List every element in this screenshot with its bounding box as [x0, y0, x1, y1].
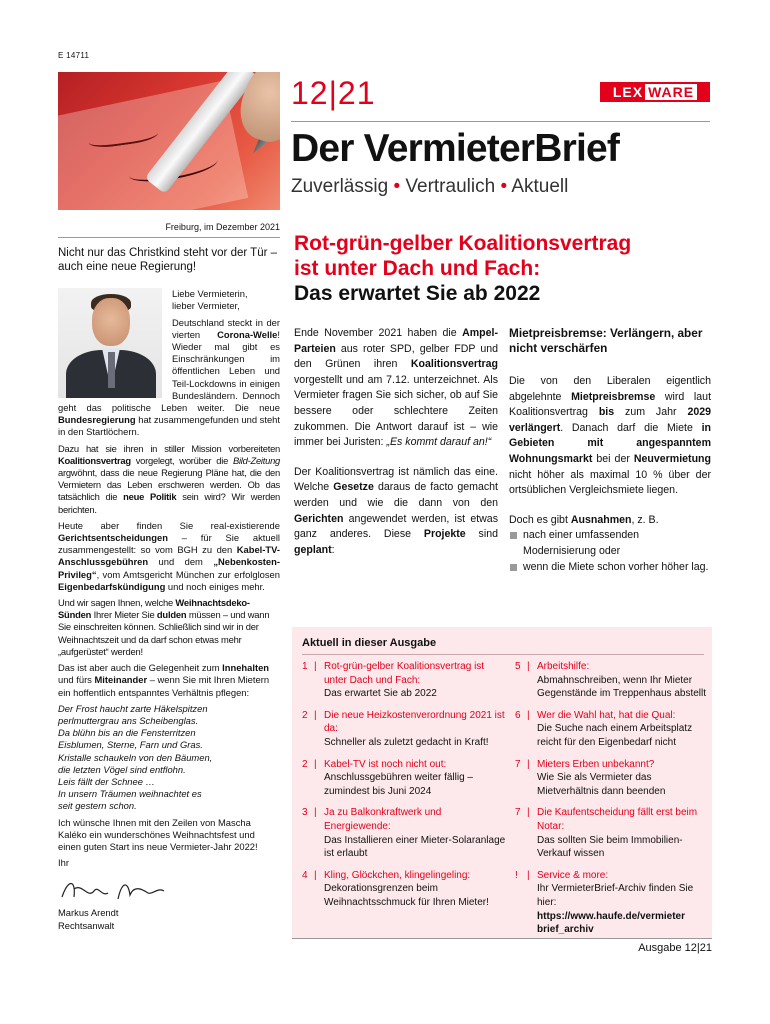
letter-paragraph: Ich wünsche Ihnen mit den Zeilen von Mascha Kaléko ein wunderschönes Weihnachtsfest und einen guten Start ins neue Vermieter-Jahr 2022!: [58, 816, 258, 852]
article-paragraph: Ende November 2021 haben die Ampel-Parteien aus roter SPD, gelber FDP und den Grünen ihren Koalitionsvertrag vorgestellt und am 7.12. unterzeichnet. Als Vermieter fragen Sie sich sicher, ob auf Sie bessere oder schlechtere Zeiten zukommen. Die Antwort darauf ist – wie immer bei Juristen: „Es kommt darauf an!“: [294, 327, 498, 449]
document-code: E 14711: [58, 51, 90, 60]
toc-heading: Aktuell in dieser Ausgabe: [302, 637, 437, 649]
newsletter-subtitle: [291, 176, 568, 198]
letter-paragraph: Das ist aber auch die Gelegenheit zum Innehalten und fürs Miteinander – wenn Sie mit Ihren Mietern ein hoffentlich entspanntes Verhältnis pflegen:: [58, 662, 270, 698]
toc-column-right: [515, 660, 715, 945]
list-item: wenn die Miete schon vorher höher lag.: [509, 560, 711, 576]
author-portrait: [58, 288, 162, 398]
article-paragraph: Der Koalitionsvertrag ist nämlich das eine. Welche Gesetze daraus de facto gemacht werden und wie die dann von den Gerichten angewendet werden, ist etwas ganz anderes. Diese Projekte sind geplant:: [294, 465, 498, 556]
headline-line: Rot-grün-gelber Koalitionsvertrag: [294, 232, 632, 255]
list-item: nach einer umfassenden Modernisierung oder: [509, 528, 711, 559]
toc-item[interactable]: 5 | Arbeitshilfe: Abmahnschreiben, wenn Ihr Mieter Gegenstände im Treppenhaus abstellt: [515, 661, 706, 700]
letter-paragraph: Dazu hat sie ihren in stiller Mission vorbereiteten Koalitionsvertrag vorgelegt, worüber die Bild-Zeitung argwöhnt, dass die neue Regierung Pläne hat, die den Vermietern das Leben erschweren werden. Ob das tatsächlich die neue Politik sein wird? Wir werden berichten.: [58, 442, 280, 515]
letter-paragraph: Deutschland steckt in der vierten Corona-Welle! Wieder mal gibt es Einschränkungen im öffentlichen Leben und Teil-Lockdowns in einigen Bundesländern. Dennoch geht das politische Leben weiter. Die neue Bundesregierung hat zusammengefunden und steht in den Startlöchern.: [58, 316, 280, 438]
toc-item[interactable]: 1 | Rot-grün-gelber Koalitionsvertrag ist unter Dach und Fach: Das erwartet Sie ab 2022: [302, 661, 485, 700]
toc-item[interactable]: 2 | Die neue Heizkostenverordnung 2021 ist da: Schneller als zuletzt gedacht in Kraft!: [302, 709, 505, 748]
footer-issue: Ausgabe 12|21: [638, 942, 712, 954]
logo-right-text: WARE: [645, 84, 697, 100]
letter-paragraph: Und wir sagen Ihnen, welche Weihnachtsdeko-Sünden Ihrer Mieter Sie dulden müssen – und wann Sie einschreiten können. Schließlich sind wir in der Weihnachtszeit und da darf schon etwas mehr „aufgerüstet“ werden!: [58, 597, 270, 657]
editor-letter: [58, 221, 280, 932]
toc-item[interactable]: 7 | Mieters Erben unbekannt? Wie Sie als Vermieter das Mietverhältnis dann beenden: [515, 758, 666, 797]
toc-column-left: [302, 660, 507, 945]
poem: Der Frost haucht zarte Häkelspitzen perlmuttergrau ans Scheibenglas. Da blühn bis an die Fensterritzen Eisblumen, Sterne, Farn und Gras. Kristalle schaukeln von den Bäumen, die letzten Vögel sind entflohn. Leis fällt der Schnee … In unsern Träumen weihnachtet es seit gestern schon.: [58, 702, 213, 812]
place-date: Freiburg, im Dezember 2021: [58, 221, 280, 238]
article-paragraph: Die von den Liberalen eigentlich abgelehnte Mietpreisbremse wird laut Koalitionsvertrag bis zum Jahr 2029 verlängert. Danach darf die Miete in Gebieten mit angespanntem Wohnungsmarkt bei der Neuvermietung nicht höher als maximal 10 % über der ortsüblichen Vergleichsmiete liegen.: [509, 375, 712, 497]
subtitle-separator: •: [393, 176, 401, 197]
header-divider: [291, 121, 710, 122]
issue-number: 12|21: [291, 75, 376, 111]
footer-divider: [292, 938, 712, 939]
toc-box: [292, 627, 712, 938]
salutation-1: Liebe Vermieterin,: [172, 288, 248, 300]
exceptions-list: [509, 528, 711, 575]
section-heading: Mietpreisbremse: Verlängern, aber nicht verschärfen: [509, 326, 703, 355]
author-title: Rechtsanwalt: [58, 919, 115, 931]
subtitle-word: Vertraulich: [405, 176, 496, 197]
article-headline: [294, 231, 714, 306]
lexware-logo: [600, 82, 710, 102]
toc-item[interactable]: 2 | Kabel-TV ist noch nicht out: Anschlussgebühren weiter fällig – zumindest bis Juni 2024: [302, 758, 473, 797]
letter-intro: Nicht nur das Christkind steht vor der Tür – auch eine neue Regierung!: [58, 247, 278, 274]
subtitle-word: Aktuell: [511, 176, 569, 197]
subtitle-word: Zuverlässig: [291, 176, 389, 197]
headline-line: ist unter Dach und Fach:: [294, 257, 541, 280]
closing: Ihr: [58, 857, 69, 869]
newsletter-title: Der VermieterBrief: [291, 127, 620, 170]
archive-link[interactable]: https://www.haufe.de/vermieterbrief_archiv: [537, 910, 685, 936]
author-name: Markus Arendt: [58, 907, 119, 919]
salutation-2: lieber Vermieter,: [172, 300, 240, 312]
handwritten-signature: [58, 875, 280, 905]
subtitle-separator: •: [500, 176, 508, 197]
article-column-2: [509, 326, 711, 575]
toc-item[interactable]: 3 | Ja zu Balkonkraftwerk und Energiewende: Das Installieren einer Mieter-Solaranlage ist erlaubt: [302, 807, 506, 860]
article-paragraph: Doch es gibt Ausnahmen, z. B.: [509, 513, 659, 526]
logo-left-text: LEX: [612, 84, 644, 100]
letter-paragraph: Heute aber finden Sie real-existierende Gerichtsentscheidungen – für Sie aktuell zusammengestellt: so vom BGH zu den Kabel-TV-Anschlussgebühren und dem „Nebenkosten-Privileg“, vom Amtsgericht München zur erfolglosen Eigenbedarfskündigung und noch einiges mehr.: [58, 519, 280, 592]
hero-image-signing-pen: [58, 72, 280, 210]
toc-item[interactable]: 6 | Wer die Wahl hat, hat die Qual: Die Suche nach einem Arbeitsplatz reicht für den Eigenbedarf nicht: [515, 709, 693, 748]
article-column-1: [294, 326, 498, 572]
toc-item[interactable]: ! | Service & more: Ihr VermieterBrief-Archiv finden Sie hier: https://www.haufe.de/vermieterbrief_archiv: [515, 869, 694, 936]
headline-line: Das erwartet Sie ab 2022: [294, 282, 541, 305]
toc-item[interactable]: 7 | Die Kaufentscheidung fällt erst beim Notar: Das sollten Sie beim Immobilien-Verkauf wissen: [515, 807, 698, 860]
toc-item[interactable]: 4 | Kling, Glöckchen, klingelingeling: Dekorationsgrenzen beim Weihnachtsschmuck für Ihren Mieter!: [302, 869, 489, 908]
